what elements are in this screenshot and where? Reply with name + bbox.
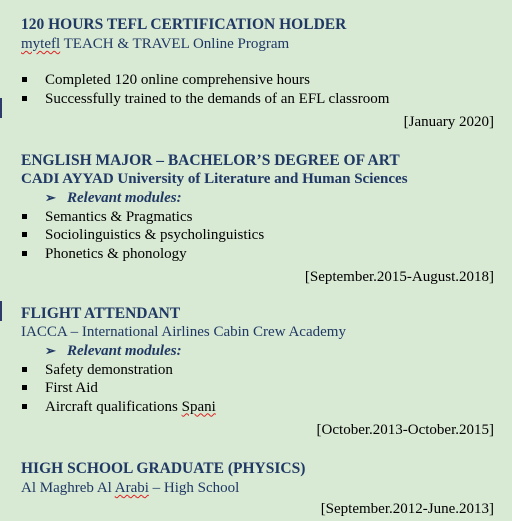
list-item: [21, 398, 494, 417]
list-item-text: Phonetics & phonology: [45, 245, 187, 262]
list-item: [21, 208, 494, 227]
list-item: [21, 71, 494, 90]
education-entry-flight-attendant: [21, 304, 494, 440]
bullet-list: [21, 361, 494, 417]
entry-title: ENGLISH MAJOR – BACHELOR’S DEGREE OF ART: [21, 152, 400, 169]
bullet-square-icon: [22, 404, 27, 409]
education-entry-english-major: [21, 151, 494, 287]
list-item-text: Aircraft qualifications: [45, 398, 182, 415]
bullet-square-icon: [22, 232, 27, 237]
entry-institution: CADI AYYAD University of Literature and Human Sciences: [21, 171, 408, 187]
list-item-text: Safety demonstration: [45, 361, 173, 378]
relevant-modules-label: Relevant modules:: [67, 343, 182, 359]
education-entry-tefl: [21, 15, 494, 132]
list-item-text: Semantics & Pragmatics: [45, 208, 193, 225]
institution-text: – High School: [148, 480, 240, 496]
bullet-square-icon: [22, 251, 27, 256]
list-item-text: Completed 120 online comprehensive hours: [45, 72, 310, 88]
bullet-square-icon: [22, 96, 27, 101]
entry-institution: [21, 479, 494, 498]
arrow-bullet-icon: ➢: [45, 190, 56, 205]
margin-marker: [0, 301, 2, 321]
bullet-list: [21, 208, 494, 264]
bullet-square-icon: [22, 214, 27, 219]
institution-text: Al Maghreb Al: [21, 480, 115, 496]
relevant-modules-heading: [21, 342, 494, 361]
spellcheck-flagged-word: Spani: [181, 398, 216, 415]
bullet-square-icon: [22, 385, 27, 390]
entry-date: [January 2020]: [403, 114, 494, 130]
arrow-bullet-icon: ➢: [45, 343, 56, 358]
institution-text: TEACH & TRAVEL Online Program: [60, 36, 290, 52]
list-item: [21, 379, 494, 398]
list-item: [21, 90, 494, 109]
margin-marker: [0, 98, 2, 118]
entry-date: [September.2015-August.2018]: [304, 269, 494, 285]
entry-title: 120 HOURS TEFL CERTIFICATION HOLDER: [21, 16, 347, 33]
list-item: [21, 361, 494, 380]
entry-date: [October.2013-October.2015]: [316, 422, 494, 438]
list-item-text: Sociolinguistics & psycholinguistics: [45, 227, 265, 243]
bullet-square-icon: [22, 77, 27, 82]
bullet-list: [21, 71, 494, 108]
entry-title: FLIGHT ATTENDANT: [21, 305, 181, 322]
entry-institution: [21, 35, 494, 54]
list-item-text: First Aid: [45, 380, 98, 396]
bullet-square-icon: [22, 367, 27, 372]
spellcheck-flagged-word: Arabi: [114, 480, 149, 496]
education-entry-high-school: [21, 459, 494, 519]
list-item-text: Successfully trained to the demands of an EFL classroom: [45, 90, 390, 107]
relevant-modules-label: Relevant modules:: [67, 190, 182, 206]
spellcheck-flagged-word: mytefl: [21, 36, 61, 52]
entry-institution: IACCA – International Airlines Cabin Crew Academy: [21, 324, 346, 340]
list-item: [21, 245, 494, 264]
relevant-modules-heading: [21, 189, 494, 208]
list-item: [21, 226, 494, 245]
entry-date: [September.2012-June.2013]: [320, 501, 494, 517]
entry-title: HIGH SCHOOL GRADUATE (PHYSICS): [21, 460, 306, 477]
